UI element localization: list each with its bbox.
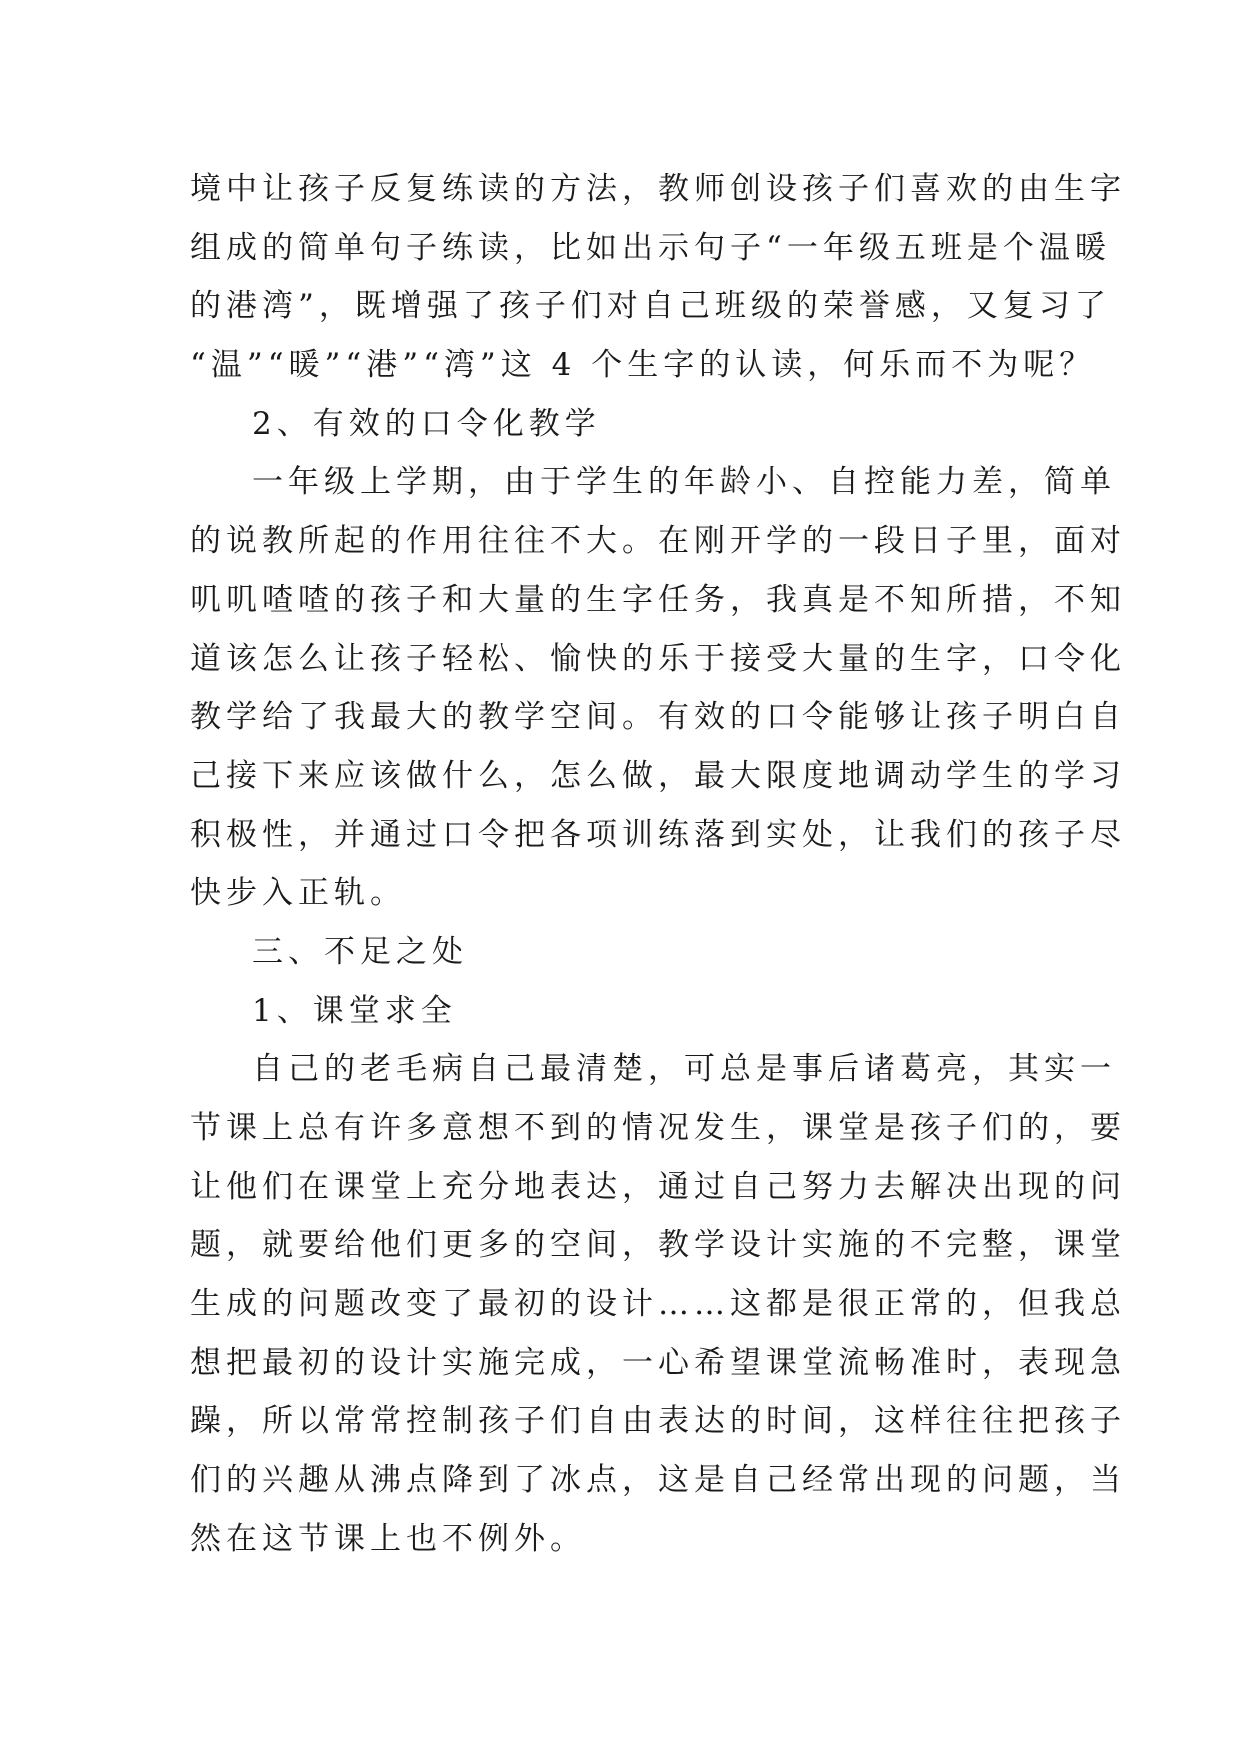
text-line: 道该怎么让孩子轻松、愉快的乐于接受大量的生字，口令化	[190, 640, 1126, 677]
text-line: 叽叽喳喳的孩子和大量的生字任务，我真是不知所措，不知	[190, 581, 1126, 618]
text-line: 们的兴趣从沸点降到了冰点，这是自己经常出现的问题，当	[190, 1462, 1126, 1499]
subsection-heading: 1、课堂求全	[252, 992, 457, 1029]
text-line: 躁，所以常常控制孩子们自由表达的时间，这样往往把孩子	[190, 1403, 1126, 1440]
text-line: “温”“暖”“港”“湾”这 4 个生字的认读，何乐而不为呢？	[190, 347, 1096, 384]
text-line: 教学给了我最大的教学空间。有效的口令能够让孩子明白自	[190, 699, 1126, 736]
text-line: 的港湾”，既增强了孩子们对自己班级的荣誉感，又复习了	[190, 288, 1111, 325]
text-line: 己接下来应该做什么，怎么做，最大限度地调动学生的学习	[190, 757, 1126, 794]
text-line: 然在这节课上也不例外。	[190, 1520, 586, 1557]
text-line: 的说教所起的作用往往不大。在刚开学的一段日子里，面对	[190, 523, 1126, 560]
paragraph-start: 一年级上学期，由于学生的年龄小、自控能力差，简单	[252, 464, 1116, 501]
text-line: 积极性，并通过口令把各项训练落到实处，让我们的孩子尽	[190, 816, 1126, 853]
section-heading: 三、不足之处	[252, 933, 468, 970]
text-line: 境中让孩子反复练读的方法，教师创设孩子们喜欢的由生字	[190, 171, 1126, 207]
text-line: 让他们在课堂上充分地表达，通过自己努力去解决出现的问	[190, 1168, 1126, 1205]
text-line: 题，就要给他们更多的空间，教学设计实施的不完整，课堂	[190, 1227, 1126, 1264]
text-line: 想把最初的设计实施完成，一心希望课堂流畅准时，表现急	[190, 1344, 1126, 1381]
text-line: 组成的简单句子练读，比如出示句子“一年级五班是个温暖	[190, 229, 1111, 266]
section-heading: 2、有效的口令化教学	[252, 405, 601, 442]
paragraph-start: 自己的老毛病自己最清楚，可总是事后诸葛亮，其实一	[252, 1051, 1116, 1088]
text-line: 节课上总有许多意想不到的情况发生，课堂是孩子们的，要	[190, 1110, 1126, 1146]
text-line: 快步入正轨。	[190, 875, 406, 912]
text-line: 生成的问题改变了最初的设计……这都是很正常的，但我总	[190, 1286, 1126, 1323]
document-body	[190, 160, 1126, 1569]
